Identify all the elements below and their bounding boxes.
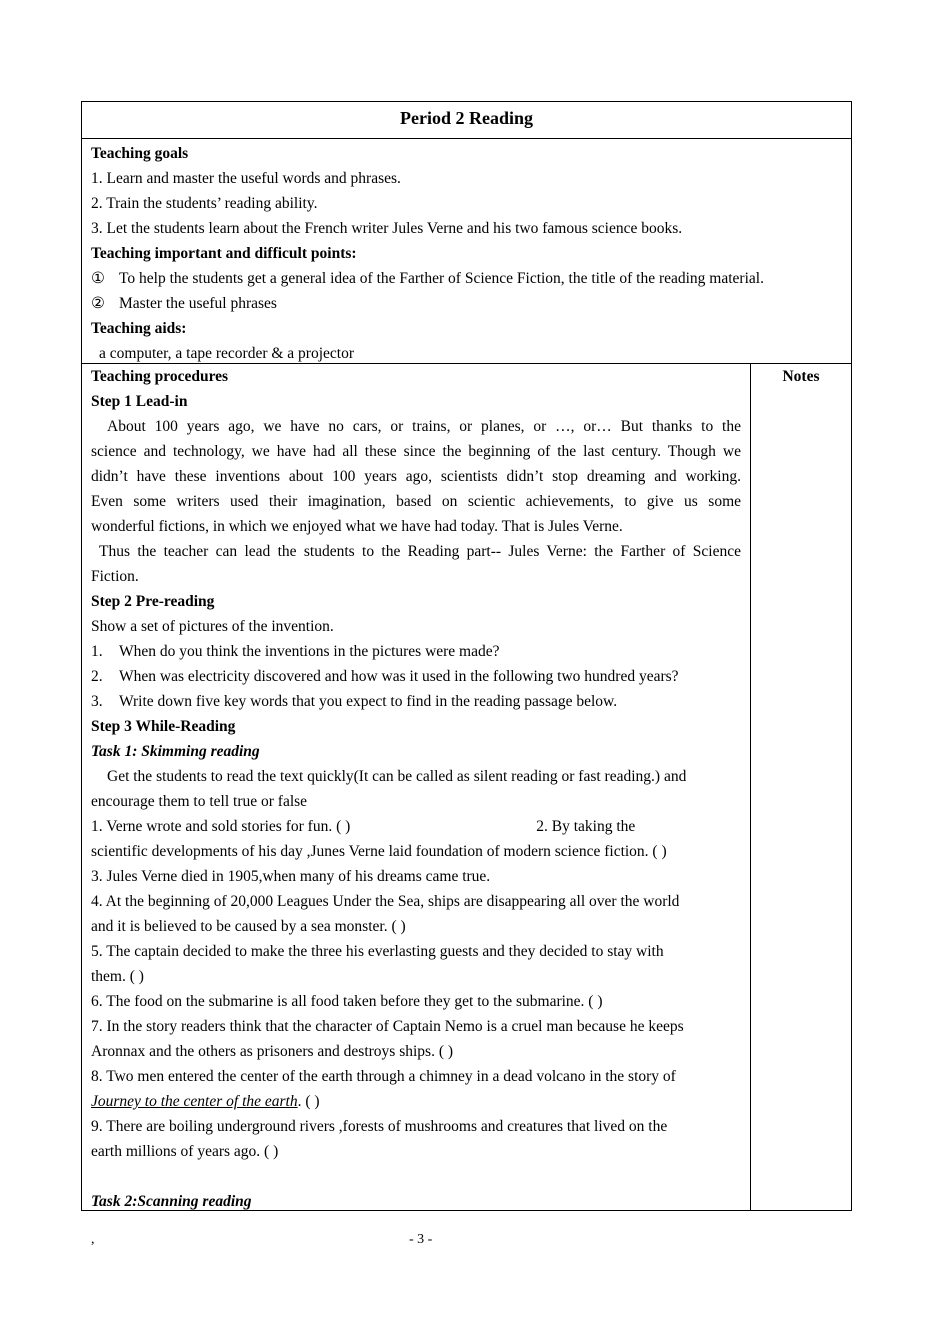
- statement: them. ( ): [91, 968, 144, 985]
- point-text: Master the useful phrases: [119, 295, 277, 312]
- task1-intro: Get the students to read the text quickly(It can be called as silent reading or fast reading.) and: [107, 768, 687, 785]
- step1-text: Even some writers used their imagination, based on scientic achievements, to give us some: [91, 493, 741, 510]
- statement: 4. At the beginning of 20,000 Leagues Under the Sea, ships are disappearing all over the world: [91, 893, 680, 910]
- goals-heading: Teaching goals: [91, 145, 189, 162]
- step2-question: [91, 689, 741, 714]
- step2-heading: Step 2 Pre-reading: [91, 593, 215, 610]
- step1-text: science and technology, we have had all these since the beginning of the last century. Though we: [91, 443, 741, 460]
- statement-rest: . ( ): [297, 1093, 320, 1110]
- task2-heading: Task 2:Scanning reading: [91, 1193, 252, 1210]
- step1-lead: Fiction.: [91, 568, 139, 585]
- question-number: 1.: [91, 643, 103, 660]
- step2-question: [91, 664, 741, 689]
- page-title: Period 2 Reading: [82, 102, 851, 139]
- notes-heading: Notes: [782, 368, 820, 385]
- step1-text: About 100 years ago, we have no cars, or trains, or planes, or …, or… But thanks to the: [107, 418, 741, 435]
- procedures-heading: Teaching procedures: [91, 368, 229, 385]
- statement: 7. In the story readers think that the character of Captain Nemo is a cruel man because he keeps: [91, 1018, 684, 1035]
- goal-item: 2. Train the students’ reading ability.: [91, 195, 318, 212]
- statement: [91, 1089, 741, 1114]
- step2-intro: Show a set of pictures of the invention.: [91, 618, 334, 635]
- point-marker: ②: [91, 295, 105, 312]
- statement: [91, 814, 741, 839]
- aids-text: a computer, a tape recorder & a projector: [99, 345, 354, 362]
- footer-mark: ,: [91, 1232, 95, 1247]
- goal-item: 3. Let the students learn about the French writer Jules Verne and his two famous science books.: [91, 220, 683, 237]
- lesson-plan-table: [81, 101, 852, 1211]
- step3-heading: Step 3 While-Reading: [91, 718, 236, 735]
- points-heading: Teaching important and difficult points:: [91, 245, 357, 262]
- question-number: 3.: [91, 693, 103, 710]
- statement: 5. The captain decided to make the three his everlasting guests and they decided to stay with: [91, 943, 664, 960]
- point-text: To help the students get a general idea of the Farther of Science Fiction, the title of the reading material.: [119, 270, 764, 287]
- statement: 6. The food on the submarine is all food taken before they get to the submarine. ( ): [91, 993, 603, 1010]
- statement: Aronnax and the others as prisoners and destroys ships. ( ): [91, 1043, 454, 1060]
- aids-heading: Teaching aids:: [91, 320, 187, 337]
- question-text: Write down five key words that you expect to find in the reading passage below.: [119, 693, 618, 710]
- statement: 8. Two men entered the center of the earth through a chimney in a dead volcano in the story of: [91, 1068, 676, 1085]
- step1-lead: Thus the teacher can lead the students to the Reading part-- Jules Verne: the Farther of Science: [99, 543, 741, 560]
- goals-section: [82, 139, 851, 364]
- point-marker: ①: [91, 270, 105, 287]
- procedures-column: [82, 364, 751, 1210]
- task1-heading: Task 1: Skimming reading: [91, 743, 260, 760]
- step1-text: didn’t have these inventions about 100 years ago, scientists didn’t stop dreaming and working.: [91, 468, 741, 485]
- question-number: 2.: [91, 668, 103, 685]
- blank-line: [91, 1164, 741, 1189]
- statement: scientific developments of his day ,Junes Verne laid foundation of modern science fiction. ( ): [91, 843, 667, 860]
- goal-item: 1. Learn and master the useful words and phrases.: [91, 170, 401, 187]
- statement: 3. Jules Verne died in 1905,when many of his dreams came true.: [91, 868, 491, 885]
- statement: earth millions of years ago. ( ): [91, 1143, 279, 1160]
- procedures-section: [82, 364, 851, 1210]
- book-title: Journey to the center of the earth: [91, 1093, 298, 1110]
- point-item: [91, 266, 842, 291]
- page-number: - 3 -: [409, 1232, 433, 1247]
- step1-text: wonderful fictions, in which we enjoyed what we have had today. That is Jules Verne.: [91, 518, 623, 535]
- notes-column: [751, 364, 851, 1210]
- statement: 9. There are boiling underground rivers ,forests of mushrooms and creatures that lived on the: [91, 1118, 668, 1135]
- question-text: When do you think the inventions in the pictures were made?: [119, 643, 500, 660]
- statement: and it is believed to be caused by a sea monster. ( ): [91, 918, 406, 935]
- question-text: When was electricity discovered and how was it used in the following two hundred years?: [119, 668, 679, 685]
- task1-intro: encourage them to tell true or false: [91, 793, 308, 810]
- statement-2: 2. By taking the: [536, 818, 636, 835]
- statement-1: 1. Verne wrote and sold stories for fun. ( ): [91, 818, 351, 835]
- step1-heading: Step 1 Lead-in: [91, 393, 188, 410]
- point-item: [91, 291, 842, 316]
- step2-question: [91, 639, 741, 664]
